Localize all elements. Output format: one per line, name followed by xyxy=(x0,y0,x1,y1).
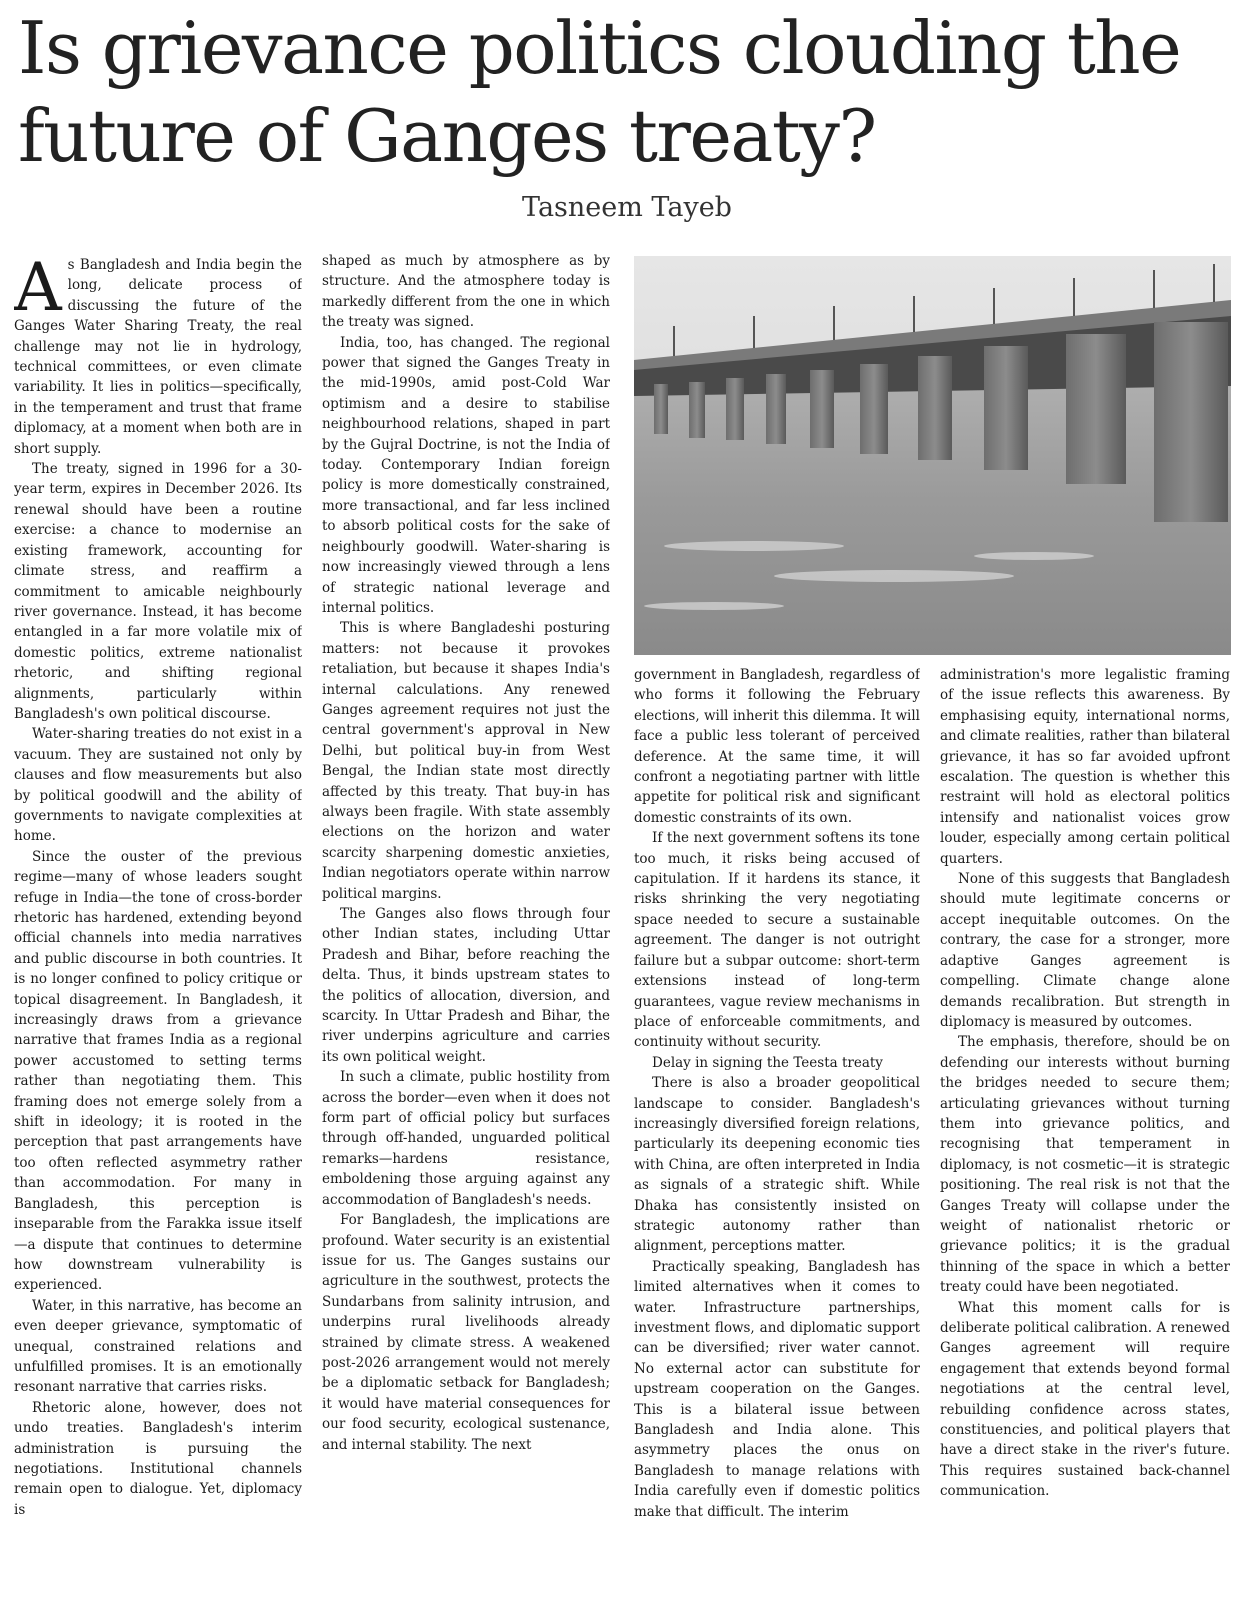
paragraph: What this moment calls for is deliberate political calibration. A renewed Ganges agreement will require engagement that extends beyond formal negotiations at the central level, rebuilding confidence across states, constituencies, and political players that have a direct stake in the river's future. This requires sustained back-channel communication. xyxy=(940,1299,1230,1500)
paragraph: government in Bangladesh, regardless of who forms it following the February elections, will inherit this dilemma. It will face a public less tolerant of perceived deference. At the same time, it will confront a negotiating partner with little appetite for political risk and significant domestic constraints of its own. xyxy=(634,667,920,826)
paragraph: None of this suggests that Bangladesh should mute legitimate concerns or accept inequitable outcomes. On the contrary, the case for a stronger, more adaptive Ganges agreement is compelling. Climate change alone demands recalibration. But strength in diplomacy is measured by outcomes. xyxy=(940,871,1230,1030)
paragraph: Since the ouster of the previous regime—many of whose leaders sought refuge in India—the tone of cross-border rhetoric has hardened, extending beyond official channels into media narratives and public discourse in both countries. It is no longer confined to policy critique or topical disagreement. In Bangladesh, it increasingly draws from a grievance narrative that frames India as a regional power accustomed to setting terms rather than negotiating them. This framing does not emerge solely from a shift in ideology; it is rooted in the perception that past arrangements have too often reflected asymmetry rather than accommodation. For many in Bangladesh, this perception is inseparable from the Farakka issue itself—a dispute that continues to determine how downstream vulnerability is experienced. xyxy=(14,848,302,1294)
paragraph: There is also a broader geopolitical landscape to consider. Bangladesh's increasingly diversified foreign relations, particularly its deepening economic ties with China, are often interpreted in India as signals of a strategic shift. While Dhaka has consistently insisted on strategic autonomy rather than alignment, perceptions matter. xyxy=(634,1075,920,1255)
paragraph: The Ganges also flows through four other Indian states, including Uttar Pradesh and Bihar, before reaching the delta. Thus, it binds upstream states to the politics of allocation, diversion, and scarcity. In Uttar Pradesh and Bihar, the river underpins agriculture and carries its own political weight. xyxy=(322,906,610,1065)
article-column-1 xyxy=(14,255,302,1595)
paragraph: This is where Bangladeshi posturing matters: not because it provokes retaliation, but because it shapes India's internal calculations. Any renewed Ganges agreement requires not just the central government's approval in New Delhi, but political buy-in from West Bengal, the Indian state most directly affected by this treaty. That buy-in has always been fragile. With state assembly elections on the horizon and water scarcity sharpening domestic anxieties, Indian negotiators operate within narrow political margins. xyxy=(322,620,610,902)
article-column-3 xyxy=(634,665,920,1595)
paragraph: Water, in this narrative, has become an even deeper grievance, symptomatic of unequal, constrained relations and unfulfilled promises. It is an emotionally resonant narrative that carries risks. xyxy=(14,1297,302,1396)
barrage-photo xyxy=(634,256,1231,655)
paragraph: The treaty, signed in 1996 for a 30-year term, expires in December 2026. Its renewal should have been a routine exercise: a chance to modernise an existing framework, accounting for climate stress, and reaffirm a commitment to amicable neighbourly river governance. Instead, it has become entangled in a far more volatile mix of domestic politics, extreme nationalist rhetoric, and shifting regional alignments, particularly within Bangladesh's own political discourse. xyxy=(14,461,302,722)
paragraph: administration's more legalistic framing of the issue reflects this awareness. By emphasising equity, international norms, and climate realities, rather than bilateral grievance, it has so far avoided upfront escalation. The question is whether this restraint will hold as electoral politics intensify and nationalist voices grow louder, especially among certain political quarters. xyxy=(940,667,1230,867)
article-column-4 xyxy=(940,665,1230,1595)
paragraph: Rhetoric alone, however, does not undo treaties. Bangladesh's interim administration is pursuing the negotiations. Institutional channels remain open to dialogue. Yet, diplomacy is xyxy=(14,1399,302,1518)
paragraph: Practically speaking, Bangladesh has limited alternatives when it comes to water. Infrastructure partnerships, investment flows, and diplomatic support can be diversified; river water cannot. No external actor can substitute for upstream cooperation on the Ganges. This is a bilateral issue between Bangladesh and India alone. This asymmetry places the onus on Bangladesh to manage relations with India carefully even if domestic politics make that difficult. The interim xyxy=(634,1258,920,1520)
headline: Is grievance politics clouding the future of Ganges treaty? xyxy=(18,6,1181,178)
paragraph: For Bangladesh, the implications are profound. Water security is an existential issue for us. The Ganges sustains our agriculture in the southwest, protects the Sundarbans from salinity intrusion, and underpins rural livelihoods already strained by climate stress. A weakened post-2026 arrangement would not merely be a diplomatic setback for Bangladesh; it would have material consequences for our food security, ecological sustenance, and internal stability. The next xyxy=(322,1212,610,1453)
paragraph: India, too, has changed. The regional power that signed the Ganges Treaty in the mid-1990s, amid post-Cold War optimism and a desire to stabilise neighbourhood relations, shaped in part by the Gujral Doctrine, is not the India of today. Contemporary Indian foreign policy is more domestically constrained, more transactional, and far less inclined to absorb political costs for the sake of neighbourly goodwill. Water-sharing is now increasingly viewed through a lens of strategic national leverage and internal politics. xyxy=(322,334,610,616)
paragraph: If the next government softens its tone too much, it risks being accused of capitulation. If it hardens its stance, it risks shrinking the very negotiating space needed to secure a sustainable agreement. The danger is not outright failure but a subpar outcome: short-term extensions instead of long-term guarantees, vague review mechanisms in place of enforceable commitments, and continuity without security. xyxy=(634,830,920,1051)
drop-cap: A xyxy=(14,255,62,326)
paragraph: The emphasis, therefore, should be on defending our interests without burning the bridges needed to secure them; articulating grievances without turning them into grievance politics, and recognising that temperament in diplomacy, is not cosmetic—it is strategic positioning. The real risk is not that the Ganges Treaty will collapse under the weight of nationalist rhetoric or grievance politics; it is the gradual thinning of the space in which a better treaty could have been negotiated. xyxy=(940,1034,1230,1296)
paragraph: Water-sharing treaties do not exist in a vacuum. They are sustained not only by clauses and flow measurements but also by political goodwill and the ability of governments to navigate complexities at home. xyxy=(14,726,302,845)
paragraph: shaped as much by atmosphere as by structure. And the atmosphere today is markedly different from the one in which the treaty was signed. xyxy=(322,253,610,331)
subheading: Delay in signing the Teesta treaty xyxy=(652,1054,883,1071)
paragraph: In such a climate, public hostility from across the border—even when it does not form part of official policy but surfaces through off-handed, unguarded political remarks—hardens resistance, emboldening those arguing against any accommodation of Bangladesh's needs. xyxy=(322,1069,610,1208)
byline: Tasneem Tayeb xyxy=(522,192,732,223)
paragraph-text: s Bangladesh and India begin the long, delicate process of discussing the future of the Ganges Water Sharing Treaty, the real challenge may not lie in hydrology, technical committees, or even climate variability. It lies in politics—specifically, in the temperament and trust that frame diplomacy, at a moment when both are in short supply. xyxy=(14,257,302,457)
article-column-2 xyxy=(322,251,610,1595)
paragraph xyxy=(14,255,302,459)
